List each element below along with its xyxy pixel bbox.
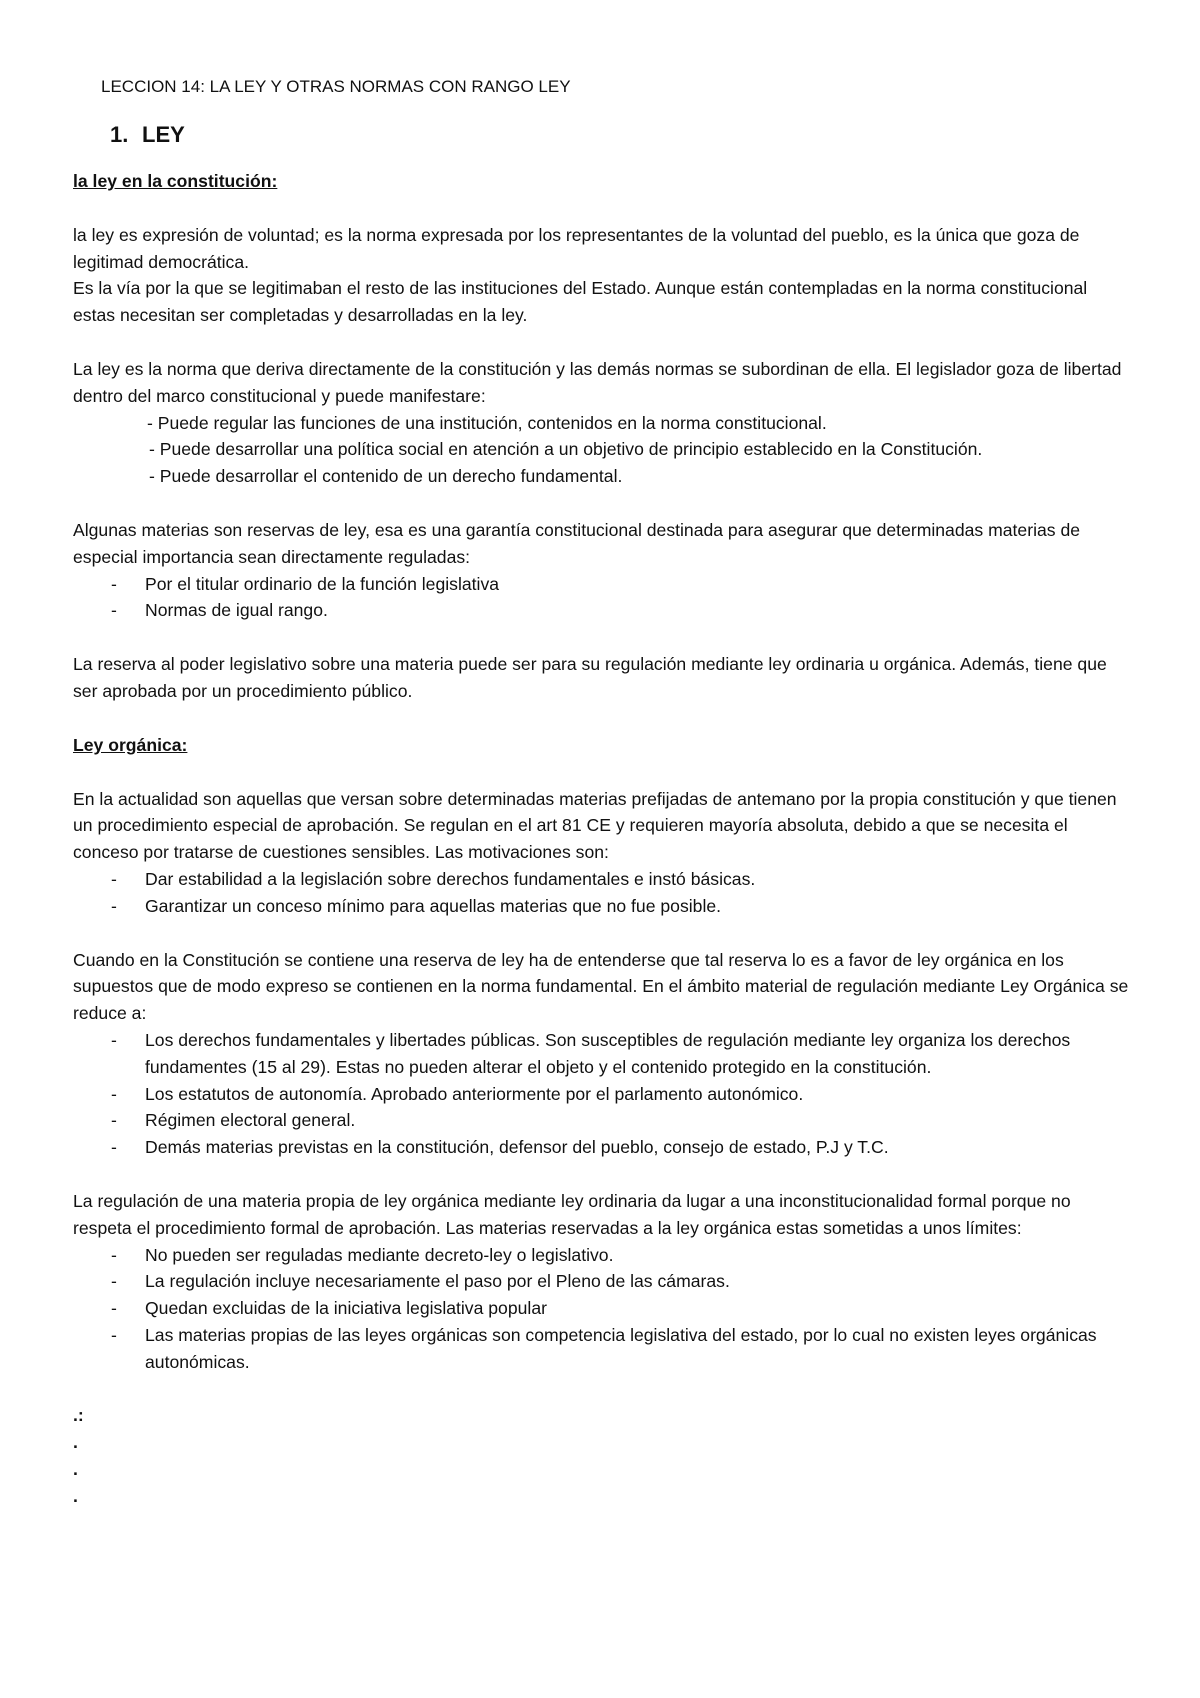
dash-bullet: - <box>111 1324 117 1345</box>
dot-mark: . <box>73 1459 78 1480</box>
indented-item: - Puede regular las funciones de una institución, contenidos en la norma constitucional. <box>147 412 827 433</box>
dash-list <box>73 866 1133 920</box>
dash-bullet: - <box>111 895 117 916</box>
list-item: - Régimen electoral general. <box>73 1107 1133 1134</box>
list-item: - Los estatutos de autonomía. Aprobado anteriormente por el parlamento autonómico. <box>73 1081 1133 1108</box>
dash-list <box>73 1027 1133 1161</box>
list-item: - Las materias propias de las leyes orgánicas son competencia legislativa del estado, por lo cual no existen leyes orgánicas autonómicas. <box>73 1322 1133 1376</box>
list-item: - Los derechos fundamentales y libertades públicas. Son susceptibles de regulación mediante ley organiza los derechos fundamentes (15 al 29). Estas no pueden alterar el objeto y el contenido protegido en la constitución. <box>73 1027 1133 1081</box>
dot-mark: . <box>73 1432 78 1453</box>
dash-list <box>73 1242 1133 1376</box>
section-title: LEY <box>142 122 185 147</box>
indented-item: - Puede desarrollar el contenido de un derecho fundamental. <box>149 466 623 487</box>
list-item: - Garantizar un conceso mínimo para aquellas materias que no fue posible. <box>73 893 1133 920</box>
dot-mark: . <box>73 1485 78 1506</box>
document-page <box>73 74 1133 1510</box>
dash-bullet: - <box>111 1110 117 1131</box>
dot-mark: .: <box>73 1405 84 1426</box>
dash-bullet: - <box>111 1137 117 1158</box>
dash-bullet: - <box>111 1083 117 1104</box>
dash-bullet: - <box>111 600 117 621</box>
paragraph: Cuando en la Constitución se contiene una reserva de ley ha de entenderse que tal reserva lo es a favor de ley orgánica en los supuestos que de modo expreso se contienen en la norma fundamental. En el ámbito material de regulación mediante Ley Orgánica se reduce a: <box>73 949 1129 1024</box>
paragraph: La regulación de una materia propia de ley orgánica mediante ley ordinaria da lugar a una inconstitucionalidad formal porque no respeta el procedimiento formal de aprobación. Las materias reservadas a la ley orgánica estas sometidas a unos límites: <box>73 1190 1071 1238</box>
indented-item: - Puede desarrollar una política social en atención a un objetivo de principio establecido en la Constitución. <box>149 439 983 460</box>
dash-bullet: - <box>111 868 117 889</box>
dash-bullet: - <box>111 573 117 594</box>
list-item: - Por el titular ordinario de la función legislativa <box>73 571 1133 598</box>
paragraph: la ley es expresión de voluntad; es la norma expresada por los representantes de la voluntad del pueblo, es la única que goza de legitimad democrática. <box>73 224 1080 272</box>
list-item: - Demás materias previstas en la constitución, defensor del pueblo, consejo de estado, P.J y T.C. <box>73 1134 1133 1161</box>
paragraph: La reserva al poder legislativo sobre una materia puede ser para su regulación mediante ley ordinaria u orgánica. Además, tiene que ser aprobada por un procedimiento público. <box>73 654 1107 701</box>
section-number: 1. <box>110 122 129 147</box>
paragraph: Algunas materias son reservas de ley, esa es una garantía constitucional destinada para asegurar que determinadas materias de especial importancia sean directamente reguladas: <box>73 519 1081 567</box>
list-item: - Normas de igual rango. <box>73 597 1133 624</box>
section-heading-ley <box>110 120 1133 150</box>
paragraph: La ley es la norma que deriva directamente de la constitución y las demás normas se subordinan de ella. El legislador goza de libertad dentro del marco constitucional y puede manifestare: <box>73 358 1122 406</box>
subheading-ley-en-la-constitucion: la ley en la constitución: <box>73 171 278 191</box>
list-item: - La regulación incluye necesariamente el paso por el Pleno de las cámaras. <box>73 1268 1133 1295</box>
list-item: - Dar estabilidad a la legislación sobre derechos fundamentales e instó básicas. <box>73 866 1133 893</box>
subheading-ley-organica: Ley orgánica: <box>73 734 188 755</box>
paragraph: En la actualidad son aquellas que versan sobre determinadas materias prefijadas de antemano por la propia constitución y que tienen un procedimiento especial de aprobación. Se regulan en el art 81 CE y requieren mayoría absoluta, debido a que se necesita el conceso por tratarse de cuestiones sensibles. Las motivaciones son: <box>73 788 1117 863</box>
trailing-dots <box>73 1402 1133 1509</box>
dash-list <box>73 571 1133 625</box>
document-title: LECCION 14: LA LEY Y OTRAS NORMAS CON RANGO LEY <box>101 77 571 96</box>
dash-bullet: - <box>111 1271 117 1292</box>
paragraph: Es la vía por la que se legitimaban el resto de las instituciones del Estado. Aunque están contempladas en la norma constitucional estas necesitan ser completadas y desarrolladas en la ley. <box>73 278 1088 326</box>
dash-bullet: - <box>111 1029 117 1050</box>
list-item: - Quedan excluidas de la iniciativa legislativa popular <box>73 1295 1133 1322</box>
dash-bullet: - <box>111 1298 117 1319</box>
list-item: - No pueden ser reguladas mediante decreto-ley o legislativo. <box>73 1242 1133 1269</box>
dash-bullet: - <box>111 1244 117 1265</box>
